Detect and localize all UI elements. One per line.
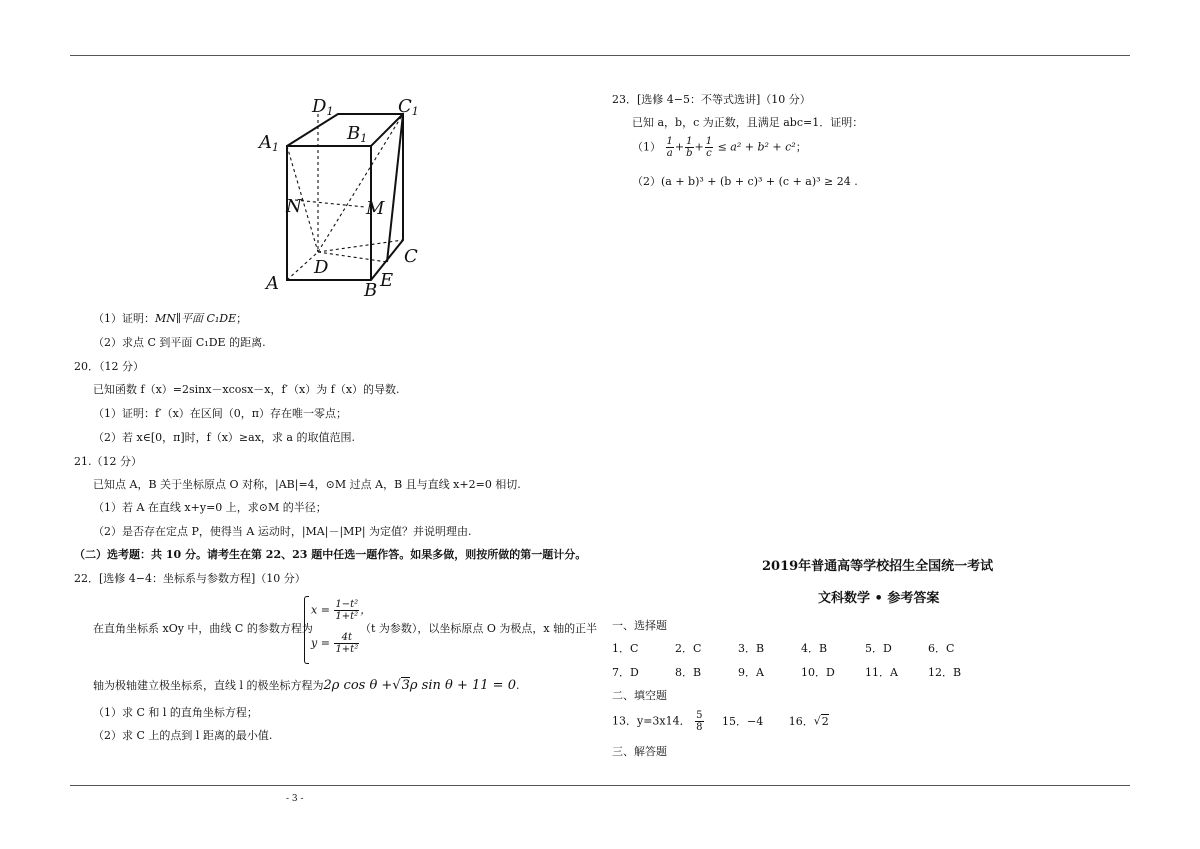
label-B: B bbox=[364, 280, 378, 301]
page-number: - 3 - bbox=[286, 794, 304, 804]
label-D: D bbox=[314, 257, 329, 278]
q23-head: 23．[选修 4−5：不等式选讲]（10 分） bbox=[612, 93, 811, 106]
answers-subtitle: 文科数学 • 参考答案 bbox=[818, 591, 940, 606]
q19-part2: （2）求点 C 到平面 C₁DE 的距离. bbox=[93, 336, 266, 349]
q23-part1: （1） $\frac{1}{a}$ + $\frac{1}{b}$ + $\frac{1}{c}$ ≤ a² + b² + c²； bbox=[632, 136, 807, 159]
answer-item: 12．B bbox=[928, 666, 962, 679]
label-E: E bbox=[380, 270, 394, 291]
optional-questions-note: （二）选考题：共 10 分。请考生在第 22、23 题中任选一题作答。如果多做，则按所做的第一题计分。 bbox=[74, 548, 587, 561]
answer-item: 7．D bbox=[612, 666, 639, 679]
q20-head: 20．（12 分） bbox=[74, 360, 144, 373]
q20-part1: （1）证明：f′（x）在区间（0，π）存在唯一零点； bbox=[93, 407, 347, 420]
q22-stem-b: 轴为极轴建立极坐标系，直线 l 的极坐标方程为2ρ cos θ +√3ρ sin θ + 11 = 0. bbox=[93, 678, 520, 693]
q21-part1: （1）若 A 在直线 x+y=0 上，求⊙M 的半径； bbox=[93, 501, 327, 514]
q22-part2: （2）求 C 上的点到 l 距离的最小值. bbox=[93, 729, 273, 742]
q20-stem: 已知函数 f（x）=2sinx－xcosx－x，f′（x）为 f（x）的导数. bbox=[93, 383, 400, 396]
label-C: C bbox=[404, 246, 418, 267]
fill-answers: 13．y=3x14． $\frac{5}{8}$ 15．−4 16．√2 bbox=[612, 710, 829, 733]
answer-item: 9．A bbox=[738, 666, 764, 679]
answer-item: 11．A bbox=[865, 666, 898, 679]
answer-item: 3．B bbox=[738, 642, 765, 655]
label-M: M bbox=[366, 198, 385, 219]
param-equation-brace bbox=[304, 596, 309, 664]
answer-item: 2．C bbox=[675, 642, 702, 655]
answer-item: 6．C bbox=[928, 642, 955, 655]
q21-stem: 已知点 A，B 关于坐标原点 O 对称，|AB|=4，⊙M 过点 A，B 且与直线 x+2=0 相切. bbox=[93, 478, 521, 491]
q20-part2: （2）若 x∈[0，π]时，f（x）≥ax，求 a 的取值范围. bbox=[93, 431, 355, 444]
label-A1: A1 bbox=[259, 132, 279, 154]
label-A: A bbox=[266, 273, 279, 294]
prism-figure bbox=[255, 92, 455, 302]
answers-section-solutions: 三、解答题 bbox=[612, 745, 667, 758]
prism-edges bbox=[287, 114, 403, 280]
label-C1: C1 bbox=[398, 96, 419, 118]
label-N: N bbox=[286, 196, 302, 217]
answers-section-choice: 一、选择题 bbox=[612, 619, 667, 632]
q21-head: 21.（12 分） bbox=[74, 455, 142, 468]
answer-item: 8．B bbox=[675, 666, 702, 679]
q23-part2: （2）(a + b)³ + (b + c)³ + (c + a)³ ≥ 24 . bbox=[632, 175, 858, 188]
q23-stem: 已知 a，b，c 为正数，且满足 abc=1．证明： bbox=[632, 116, 864, 129]
answers-section-fill: 二、填空题 bbox=[612, 689, 667, 702]
answer-item: 5．D bbox=[865, 642, 892, 655]
q22-head: 22．[选修 4−4：坐标系与参数方程]（10 分） bbox=[74, 572, 306, 585]
label-B1: B1 bbox=[347, 123, 368, 145]
param-eq-x: x = $\frac{\text{1−t²}}{\text{1+t²}}$ ， bbox=[311, 599, 372, 622]
q21-part2: （2）是否存在定点 P，使得当 A 运动时，|MA|－|MP| 为定值？并说明理由. bbox=[93, 525, 472, 538]
top-rule bbox=[70, 55, 1130, 56]
param-eq-y: y = $\frac{4t}{\text{1+t²}}$ bbox=[311, 632, 359, 655]
q22-stem-a: 在直角坐标系 xOy 中，曲线 C 的参数方程为 bbox=[93, 622, 313, 635]
label-D1: D1 bbox=[312, 96, 334, 118]
answers-title: 2019年普通高等学校招生全国统一考试 bbox=[762, 559, 994, 574]
answer-item: 10．D bbox=[801, 666, 835, 679]
answer-item: 1．C bbox=[612, 642, 639, 655]
q19-part1: （1）证明：MN∥平面 C₁DE； bbox=[93, 312, 248, 325]
bottom-rule bbox=[70, 785, 1130, 786]
q22-param-note: （t 为参数），以坐标原点 O 为极点，x 轴的正半 bbox=[360, 622, 598, 635]
q22-part1: （1）求 C 和 l 的直角坐标方程； bbox=[93, 706, 258, 719]
answer-item: 4．B bbox=[801, 642, 828, 655]
